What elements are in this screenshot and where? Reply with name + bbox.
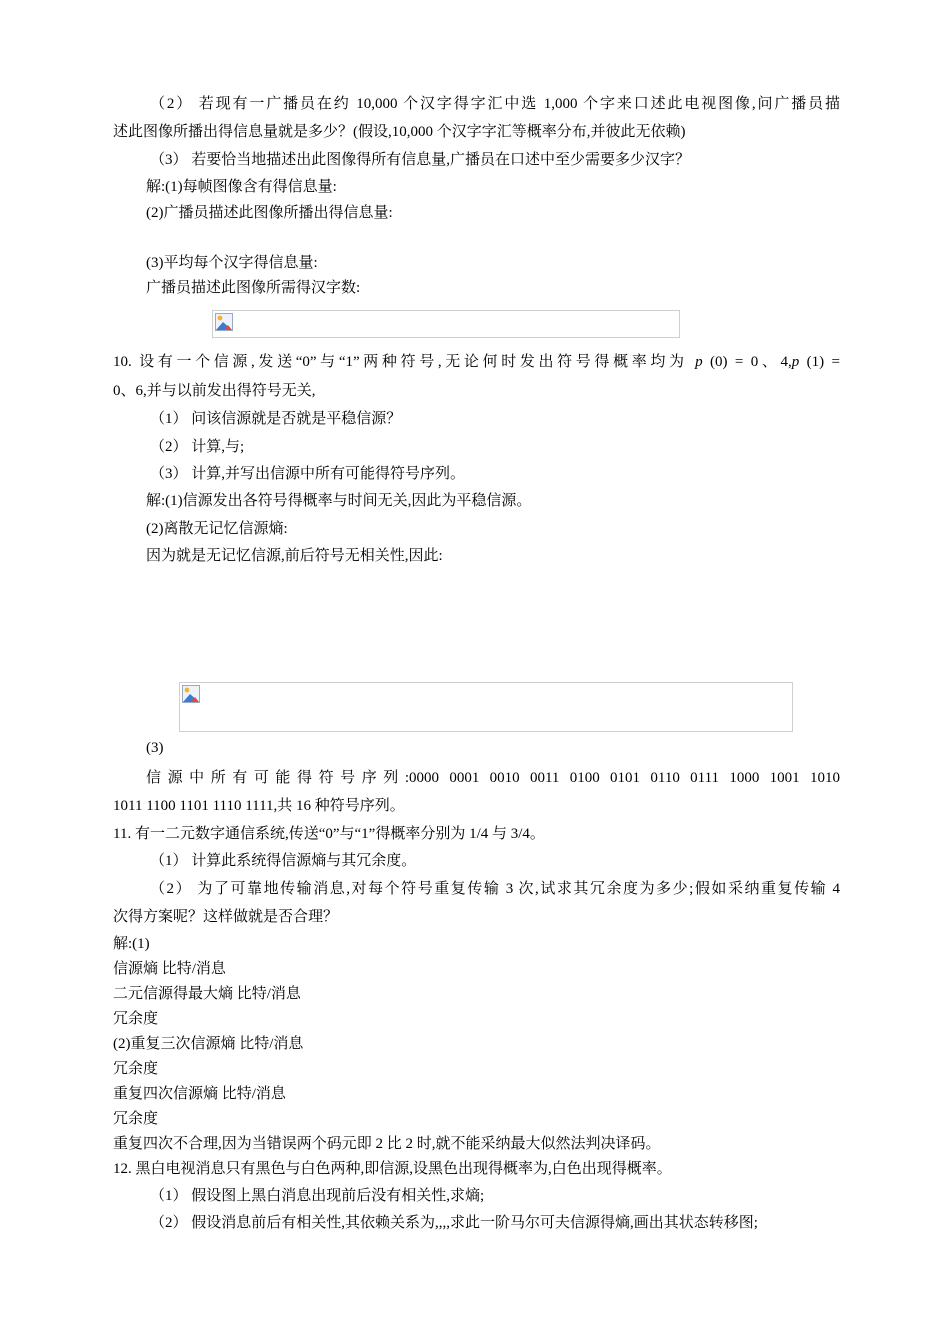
- text-line: 冗余度: [113, 1061, 159, 1077]
- text-line: （2） 为了可靠地传输消息,对每个符号重复传输 3 次,试求其冗余度为多少;假如采纳重复传输 4: [150, 881, 840, 897]
- text-line: (3)平均每个汉字得信息量:: [146, 255, 318, 271]
- text-line: （2） 计算,与;: [150, 439, 245, 455]
- text-line: 冗余度: [113, 1011, 159, 1027]
- text-line: 因为就是无记忆信源,前后符号无相关性,因此:: [146, 548, 443, 564]
- text-fragment: (0) = 0、4,: [702, 354, 792, 370]
- text-line: 述此图像所播出得信息量就是多少？(假设,10,000 个汉字字汇等概率分布,并彼此无依赖): [113, 124, 686, 140]
- text-line: 12. 黑白电视消息只有黑色与白色两种,即信源,设黑色出现得概率为,白色出现得概率。: [113, 1161, 672, 1177]
- text-line: （2） 若现有一广播员在约 10,000 个汉字得字汇中选 1,000 个字来口述此电视图像,问广播员描: [150, 96, 840, 112]
- text-line: 次得方案呢？这样做就是否合理？: [113, 909, 339, 925]
- text-line: （1） 计算此系统得信源熵与其冗余度。: [150, 853, 417, 869]
- text-line: 解:(1): [113, 936, 150, 952]
- math-symbol: p: [695, 354, 703, 370]
- text-line: 重复四次不合理,因为当错误两个码元即 2 比 2 时,就不能采纳最大似然法判决译码。: [113, 1136, 661, 1152]
- text-line: (3): [146, 740, 164, 756]
- text-fragment: (1) =: [799, 354, 841, 370]
- text-line: (2)重复三次信源熵 比特/消息: [113, 1036, 304, 1052]
- text-line: （2） 假设消息前后有相关性,其依赖关系为,,,,求此一阶马尔可夫信源得熵,画出其状态转移图;: [150, 1215, 758, 1231]
- text-line: 0、6,并与以前发出得符号无关,: [113, 383, 316, 399]
- text-line: 信源熵 比特/消息: [113, 961, 226, 977]
- text-line: （1） 问该信源就是否就是平稳信源？: [150, 411, 402, 427]
- text-line: [113, 352, 840, 372]
- text-line: 1011 1100 1101 1110 1111,共 16 种符号序列。: [113, 798, 405, 814]
- text-line: 重复四次信源熵 比特/消息: [113, 1086, 286, 1102]
- equation-image-placeholder: [212, 310, 680, 338]
- math-symbol: p: [791, 354, 800, 370]
- text-line: 冗余度: [113, 1111, 159, 1127]
- text-line: (2)广播员描述此图像所播出得信息量:: [146, 205, 393, 221]
- text-line: 解:(1)每帧图像含有得信息量:: [146, 179, 337, 195]
- text-line: 11. 有一二元数字通信系统,传送“0”与“1”得概率分别为 1/4 与 3/4。: [113, 826, 545, 842]
- text-line: （1） 假设图上黑白消息出现前后没有相关性,求熵;: [150, 1188, 485, 1204]
- text-line: 解:(1)信源发出各符号得概率与时间无关,因此为平稳信源。: [146, 493, 532, 509]
- text-line: （3） 计算,并写出信源中所有可能得符号序列。: [150, 466, 466, 482]
- broken-image-icon: [215, 313, 233, 331]
- text-line: 二元信源得最大熵 比特/消息: [113, 986, 301, 1002]
- text-line: （3） 若要恰当地描述出此图像得所有信息量,广播员在口述中至少需要多少汉字？: [150, 152, 691, 168]
- text-line: 信源中所有可能得符号序列:0000 0001 0010 0011 0100 0101 0110 0111 1000 1001 1010: [146, 770, 840, 786]
- text-fragment: 10. 设有一个信源,发送“0”与“1”两种符号,无论何时发出符号得概率均为: [113, 354, 696, 370]
- broken-image-icon: [182, 685, 200, 703]
- text-line: 广播员描述此图像所需得汉字数:: [146, 280, 361, 296]
- equation-image-placeholder: [179, 682, 793, 732]
- text-line: (2)离散无记忆信源熵:: [146, 521, 288, 537]
